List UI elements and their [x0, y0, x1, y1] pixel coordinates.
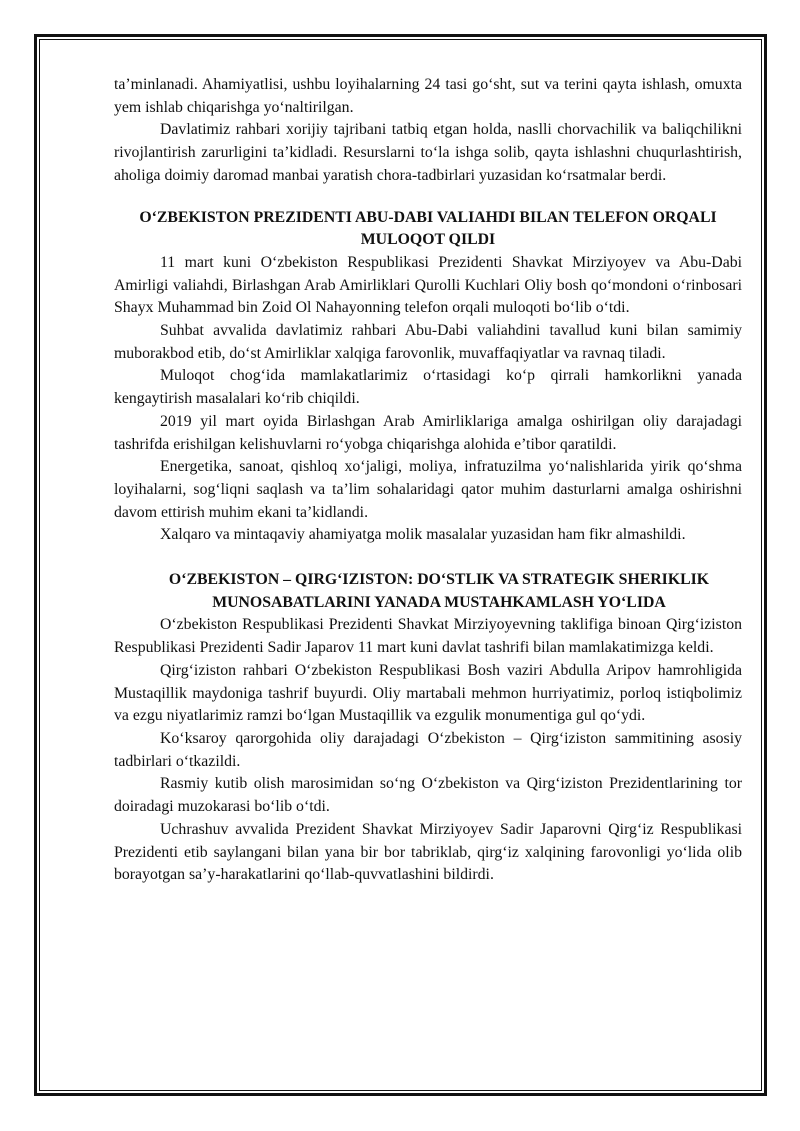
- paragraph: 2019 yil mart oyida Birlashgan Arab Amirliklariga amalga oshirilgan oliy darajadagi tashrifda erishilgan kelishuvlarni ro‘yobga chiqarishga alohida e’tibor qaratildi.: [114, 412, 742, 453]
- paragraph: Uchrashuv avvalida Prezident Shavkat Mirziyoyev Sadir Japarovni Qirg‘iz Respublikasi Prezidenti etib saylangani bilan yana bir bor tabriklab, qirg‘iz xalqining farovonligi yo‘lida olib borayotgan sa’y-harakatlarini qo‘llab-quvvatlashini bildirdi.: [114, 820, 742, 884]
- paragraph: Qirg‘iziston rahbari O‘zbekiston Respublikasi Bosh vaziri Abdulla Aripov hamrohligida Mustaqillik maydoniga tashrif buyurdi. Oliy martabali mehmon hurriyatimiz, porloq istiqbolimiz va ezgu niyatlarimiz ramzi bo‘lgan Mustaqillik va ezgulik monumentiga gul qo‘ydi.: [114, 661, 742, 725]
- paragraph: Suhbat avvalida davlatimiz rahbari Abu-Dabi valiahdini tavallud kuni bilan samimiy muborakbod etib, do‘st Amirliklar xalqiga farovonlik, muvaffaqiyatlar va ravnaq tiladi.: [114, 322, 742, 362]
- paragraph: Muloqot chog‘ida mamlakatlarimiz o‘rtasidagi ko‘p qirrali hamkorlikni yanada kengaytirish masalalari ko‘rib chiqildi.: [114, 367, 742, 408]
- paragraph: O‘zbekiston Respublikasi Prezidenti Shavkat Mirziyoyevning taklifiga binoan Qirg‘iziston Respublikasi Prezidenti Sadir Japarov 11 mart kuni davlat tashrifi bilan mamlakatimizga keldi.: [114, 616, 742, 657]
- section-heading-kyrgyzstan-visit: O‘ZBEKISTON – QIRG‘IZISTON: DO‘STLIK VA STRATEGIK SHERIKLIK MUNOSABATLARINI YANADA MUSTAHKAMLASH YO‘LIDA: [168, 571, 710, 611]
- paragraph: ta’minlanadi. Ahamiyatlisi, ushbu loyihalarning 24 tasi go‘sht, sut va terini qayta ishlash, omuxta yem ishlab chiqarishga yo‘naltirilgan.: [114, 76, 742, 116]
- section-heading-uae-call: O‘ZBEKISTON PREZIDENTI ABU-DABI VALIAHDI BILAN TELEFON ORQALI MULOQOT QILDI: [139, 208, 717, 249]
- paragraph: Energetika, sanoat, qishloq xo‘jaligi, moliya, infratuzilma yo‘nalishlarida yirik qo‘shma loyihalarni, sog‘liqni saqlash va ta’lim sohalaridagi qator muhim dasturlarni amalga oshirishni davom ettirish muhim ekani ta’kidlandi.: [114, 458, 742, 521]
- paragraph: 11 mart kuni O‘zbekiston Respublikasi Prezidenti Shavkat Mirziyoyev va Abu-Dabi Amirligi valiahdi, Birlashgan Arab Amirliklari Qurolli Kuchlari Oliy bosh qo‘mondoni o‘rinbosari Shayx Muhammad bin Zoid Ol Nahayonning telefon orqali muloqoti bo‘lib o‘tdi.: [114, 253, 742, 317]
- document-body: [114, 74, 742, 887]
- paragraph: Ko‘ksaroy qarorgohida oliy darajadagi O‘zbekiston – Qirg‘iziston sammitining asosiy tadbirlari o‘tkazildi.: [114, 729, 742, 770]
- paragraph: Rasmiy kutib olish marosimidan so‘ng O‘zbekiston va Qirg‘iziston Prezidentlarining tor doiradagi muzokarasi bo‘lib o‘tdi.: [114, 775, 742, 816]
- paragraph: Davlatimiz rahbari xorijiy tajribani tatbiq etgan holda, naslli chorvachilik va baliqchilikni rivojlantirish zarurligini ta’kidladi. Resurslarni to‘la ishga solib, qayta ishlashni chuqurlashtirish, aholiga doimiy daromad manbai yaratish chora-tadbirlari yuzasidan ko‘rsatmalar berdi.: [114, 121, 742, 184]
- paragraph: Xalqaro va mintaqaviy ahamiyatga molik masalalar yuzasidan ham fikr almashildi.: [160, 526, 686, 544]
